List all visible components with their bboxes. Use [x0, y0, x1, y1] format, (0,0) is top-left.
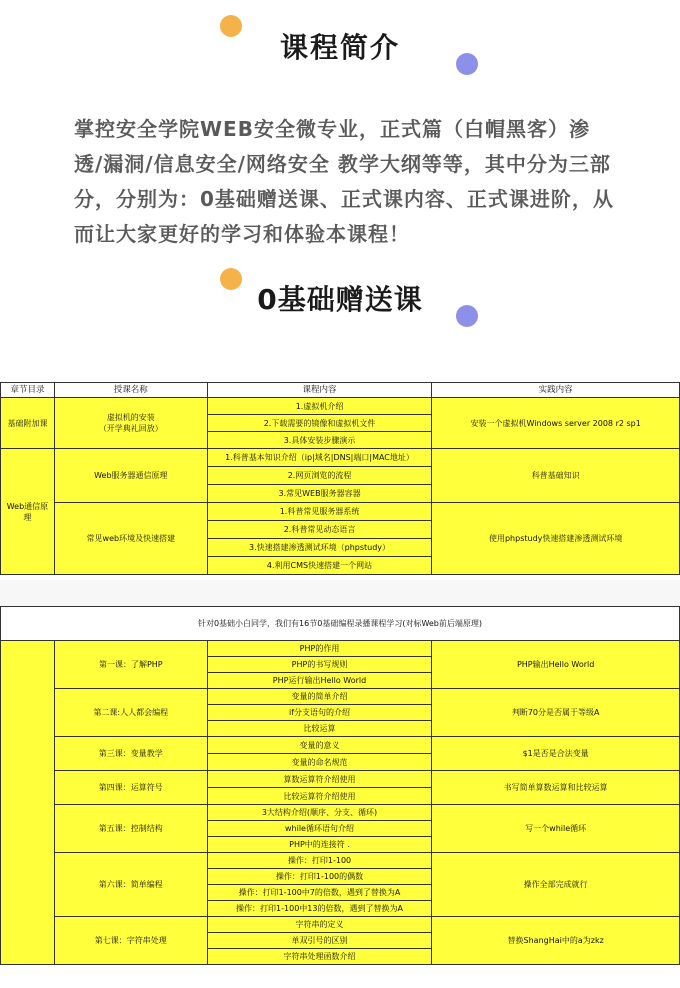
practice-cell: 书写简单算数运算和比较运算 [432, 771, 680, 805]
content-cell: 比较运算 [207, 721, 432, 737]
header-lesson: 授课名称 [54, 383, 207, 398]
chapter-cell: 基础附加课 [1, 398, 55, 449]
content-cell: 4.利用CMS快速搭建一个网站 [207, 557, 432, 575]
lesson-cell: 第七课：字符串处理 [54, 917, 207, 965]
content-cell: 字符串的定义 [207, 917, 432, 933]
practice-cell: 判断70分是否属于等级A [432, 689, 680, 737]
content-cell: 操作：打印1-100的偶数 [207, 869, 432, 885]
header-content: 课程内容 [207, 383, 432, 398]
content-cell: 字符串处理函数介绍 [207, 949, 432, 965]
lesson-cell: 第二课:人人都会编程 [54, 689, 207, 737]
content-cell: 3.快速搭建渗透测试环境（phpstudy） [207, 539, 432, 557]
content-cell: 3大结构介绍(顺序、分支、循环) [207, 805, 432, 821]
chapter-cell: Web通信原理 [1, 449, 55, 575]
header-chapter: 章节目录 [1, 383, 55, 398]
content-cell: 1.科普常见服务器系统 [207, 503, 432, 521]
practice-cell: 替换ShangHai中的a为zkz [432, 917, 680, 965]
content-cell: PHP运行输出Hello World [207, 673, 432, 689]
content-cell: 操作：打印1-100 [207, 853, 432, 869]
section-title: 0基础赠送课 [257, 283, 423, 316]
course-table-programming [0, 606, 680, 965]
practice-cell: 安装一个虚拟机Windows server 2008 r2 sp1 [432, 398, 680, 449]
intro-paragraph: 掌控安全学院WEB安全微专业，正式篇（白帽黑客）渗透/漏洞/信息安全/网络安全 教学大纲等等，其中分为三部分，分别为：0基础赠送课、正式课内容、正式课进阶，从而让大家更好的学习和体验本课程！ [74, 117, 614, 246]
content-cell: 1.科普基本知识介绍（ip|域名|DNS|端口|MAC地址） [207, 449, 432, 467]
content-cell: PHP的作用 [207, 641, 432, 657]
content-cell: 3.常见WEB服务器容器 [207, 485, 432, 503]
content-cell: 变量的意义 [207, 737, 432, 754]
intro-title: 课程简介 [279, 31, 400, 64]
content-cell: PHP的书写规则 [207, 657, 432, 673]
lesson-cell: 虚拟机的安装 （开学典礼回放） [54, 398, 207, 449]
content-cell: PHP中的连接符 . [207, 837, 432, 853]
content-cell: 2.下载需要的镜像和虚拟机文件 [207, 415, 432, 432]
header-practice: 实践内容 [432, 383, 680, 398]
practice-cell: PHP输出Hello World [432, 641, 680, 689]
practice-cell: 操作全部完成就行 [432, 853, 680, 917]
lesson-cell: 第四课：运算符号 [54, 771, 207, 805]
content-cell: 1.虚拟机介绍 [207, 398, 432, 415]
content-cell: 操作：打印1-100中7的倍数，遇到了替换为A [207, 885, 432, 901]
lesson-cell: 第六课：简单编程 [54, 853, 207, 917]
lesson-cell: Web服务器通信原理 [54, 449, 207, 503]
practice-cell: 科普基础知识 [432, 449, 680, 503]
content-cell: while循环语句介绍 [207, 821, 432, 837]
lesson-cell: 常见web环境及快速搭建 [54, 503, 207, 575]
lesson-cell: 第五课：控制结构 [54, 805, 207, 853]
content-cell: 变量的命名规范 [207, 754, 432, 771]
content-cell: if分支语句的介绍 [207, 705, 432, 721]
content-cell: 比较运算符介绍使用 [207, 788, 432, 805]
practice-cell: $1是否是合法变量 [432, 737, 680, 771]
practice-cell: 使用phpstudy快速搭建渗透测试环境 [432, 503, 680, 575]
practice-cell: 写一个while循环 [432, 805, 680, 853]
content-cell: 2.网页浏览的流程 [207, 467, 432, 485]
chapter-cell [1, 641, 55, 965]
course-table-basic [0, 382, 680, 575]
content-cell: 单双引号的区别 [207, 933, 432, 949]
content-cell: 变量的简单介绍 [207, 689, 432, 705]
lesson-cell: 第三课：变量教学 [54, 737, 207, 771]
lesson-cell: 第一课：了解PHP [54, 641, 207, 689]
content-cell: 操作：打印1-100中13的倍数，遇到了替换为A [207, 901, 432, 917]
content-cell: 算数运算符介绍使用 [207, 771, 432, 788]
content-cell: 3.具体安装步骤演示 [207, 432, 432, 449]
content-cell: 2.科普常见动态语言 [207, 521, 432, 539]
table-title: 针对0基础小白同学，我们有16节0基础编程录播课程学习(对标Web前后端原理) [1, 607, 680, 641]
